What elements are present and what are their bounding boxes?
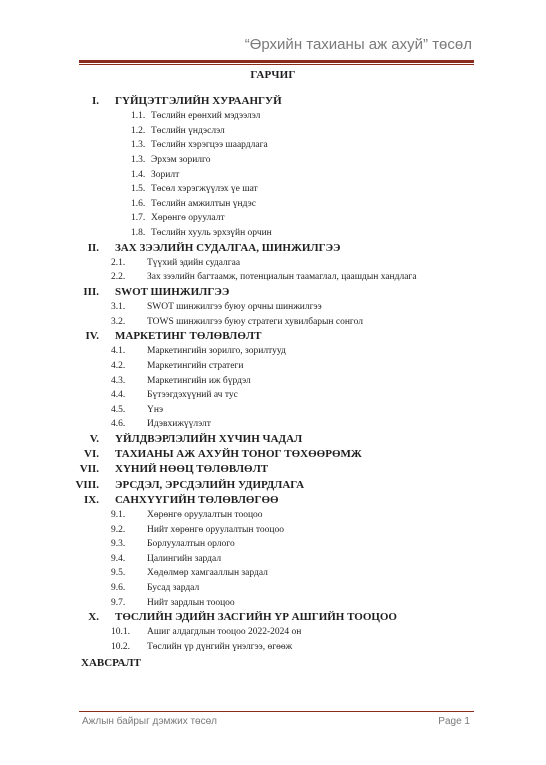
toc-subsection-number: 4.6. — [111, 419, 126, 430]
toc-subsection-title: Төсөл хэрэгжүүлэх үе шат — [151, 184, 258, 195]
toc-subsection-entry[interactable] — [0, 374, 546, 389]
toc-subsection-entry[interactable] — [0, 388, 546, 403]
toc-subsection-entry[interactable] — [0, 182, 546, 197]
toc-subsection-number: 9.4. — [111, 553, 126, 564]
toc-subsection-entry[interactable] — [0, 417, 546, 432]
toc-subsection-number: 1.6. — [131, 198, 146, 209]
toc-subsection-number: 1.1. — [131, 111, 146, 122]
toc-section-number: X. — [88, 611, 99, 624]
toc-subsection-title: Эрхэм зорилго — [151, 154, 211, 165]
toc-section-entry[interactable] — [0, 94, 546, 109]
toc-section-title: ЗАХ ЗЭЭЛИЙН СУДАЛГАА, ШИНЖИЛГЭЭ — [115, 241, 341, 254]
header-rule — [79, 60, 474, 63]
toc-subsection-number: 9.1. — [111, 509, 126, 520]
toc-subsection-title: Зах зээлийн багтаамж, потенциалын таамаглал, цаашдын хандлага — [147, 272, 417, 283]
toc-subsection-number: 1.3. — [131, 154, 146, 165]
toc-subsection-number: 1.2. — [131, 125, 146, 136]
toc-subsection-number: 9.5. — [111, 568, 126, 579]
toc-section-title: ҮЙЛДВЭРЛЭЛИЙН ХҮЧИН ЧАДАЛ — [115, 433, 303, 446]
toc-subsection-title: Маркетингийн стратеги — [147, 361, 244, 372]
toc-section-number: IV. — [85, 330, 99, 343]
toc-subsection-number: 9.7. — [111, 597, 126, 608]
toc-section-number: V. — [89, 433, 99, 446]
toc-subsection-title: Маркетингийн зорилго, зорилтууд — [147, 346, 286, 357]
toc-subsection-title: Төслийн амжилтын үндэс — [151, 198, 256, 209]
toc-subsection-title: Төслийн хэрэгцээ шаардлага — [151, 140, 268, 151]
toc-subsection-entry[interactable] — [0, 315, 546, 330]
toc-subsection-entry[interactable] — [0, 226, 546, 241]
toc-subsection-entry[interactable] — [0, 168, 546, 183]
toc-subsection-entry[interactable] — [0, 640, 546, 655]
toc-subsection-entry[interactable] — [0, 552, 546, 567]
toc-subsection-number: 4.4. — [111, 390, 126, 401]
toc-subsection-entry[interactable] — [0, 124, 546, 139]
toc-subsection-entry[interactable] — [0, 403, 546, 418]
toc-subsection-number: 9.6. — [111, 582, 126, 593]
toc-subsection-entry[interactable] — [0, 596, 546, 611]
footer-rule — [79, 711, 474, 712]
toc-subsection-number: 9.2. — [111, 524, 126, 535]
toc-subsection-title: Идэвхижүүлэлт — [147, 419, 211, 430]
toc-subsection-number: 9.3. — [111, 539, 126, 550]
toc-subsection-number: 4.1. — [111, 346, 126, 357]
toc-section-entry[interactable] — [0, 610, 546, 625]
toc-subsection-title: Зорилт — [151, 169, 180, 180]
toc-subsection-number: 10.1. — [111, 627, 130, 638]
toc-section-number: III. — [83, 285, 99, 298]
toc-section-entry[interactable] — [0, 432, 546, 447]
toc-subsection-title: SWOT шинжилгээ буюу орчны шинжилгээ — [147, 302, 322, 313]
toc-section-entry[interactable] — [0, 285, 546, 300]
toc-subsection-title: Борлуулалтын орлого — [147, 539, 235, 550]
toc-subsection-title: Төслийн үндэслэл — [151, 125, 225, 136]
toc-section-title: ТӨСЛИЙН ЭДИЙН ЗАСГИЙН ҮР АШГИЙН ТООЦОО — [115, 611, 397, 624]
toc-subsection-number: 10.2. — [111, 641, 130, 652]
toc-subsection-entry[interactable] — [0, 581, 546, 596]
toc-subsection-title: Үнэ — [147, 404, 164, 415]
toc-section-entry[interactable] — [0, 462, 546, 477]
toc-section-title: ХҮНИЙ НӨӨЦ ТӨЛӨВЛӨЛТ — [115, 463, 269, 476]
toc-subsection-entry[interactable] — [0, 344, 546, 359]
toc-section-entry[interactable] — [0, 447, 546, 462]
toc-section-title: ТАХИАНЫ АЖ АХУЙН ТОНОГ ТӨХӨӨРӨМЖ — [115, 448, 362, 461]
toc-subsection-number: 1.5. — [131, 184, 146, 195]
toc-subsection-title: Цалингийн зардал — [147, 553, 222, 564]
toc-subsection-title: Бусад зардал — [147, 582, 200, 593]
toc-subsection-title: Хөрөнгө оруулалтын тооцоо — [147, 509, 263, 520]
toc-subsection-number: 1.4. — [131, 169, 146, 180]
footer-left-text: Ажлын байрыг дэмжих төсөл — [82, 716, 218, 727]
toc-subsection-entry[interactable] — [0, 625, 546, 640]
toc-subsection-entry[interactable] — [0, 523, 546, 538]
toc-subsection-number: 1.3. — [131, 140, 146, 151]
toc-appendix-entry[interactable]: ХАВСРАЛТ — [81, 656, 141, 669]
toc-subsection-number: 2.2. — [111, 272, 126, 283]
toc-section-number: VIII. — [75, 478, 99, 491]
toc-subsection-number: 1.8. — [131, 227, 146, 238]
header-title: “Өрхийн тахианы аж ахуй” төсөл — [244, 36, 472, 53]
toc-section-entry[interactable] — [0, 329, 546, 344]
toc-section-entry[interactable] — [0, 493, 546, 508]
toc-subsection-number: 1.7. — [131, 213, 146, 224]
page-number: Page 1 — [438, 716, 470, 727]
toc-subsection-entry[interactable] — [0, 508, 546, 523]
toc-subsection-entry[interactable] — [0, 537, 546, 552]
toc-subsection-title: Хөдөлмөр хамгааллын зардал — [147, 568, 268, 579]
toc-subsection-title: Нийт зардлын тооцоо — [147, 597, 235, 608]
toc-subsection-entry[interactable] — [0, 197, 546, 212]
toc-subsection-title: Маркетингийн иж бүрдэл — [147, 375, 251, 386]
toc-subsection-entry[interactable] — [0, 138, 546, 153]
toc-section-title: МАРКЕТИНГ ТӨЛӨВЛӨЛТ — [115, 330, 262, 343]
toc-subsection-title: Ашиг алдагдлын тооцоо 2022-2024 он — [147, 627, 302, 638]
toc-section-entry[interactable] — [0, 241, 546, 256]
toc-subsection-title: Төслийн хууль эрхзүйн орчин — [151, 227, 272, 238]
toc-subsection-entry[interactable] — [0, 359, 546, 374]
header-rule-thin — [79, 64, 474, 65]
toc-subsection-title: Түүхий эдийн судалгаа — [147, 257, 241, 268]
toc-section-number: VII. — [79, 463, 99, 476]
toc-subsection-title: Төслийн үр дүнгийн үнэлгээ, өгөөж — [147, 641, 293, 652]
table-of-contents — [0, 94, 546, 671]
toc-subsection-number: 4.2. — [111, 361, 126, 372]
toc-subsection-entry[interactable] — [0, 153, 546, 168]
toc-subsection-number: 3.2. — [111, 316, 126, 327]
toc-subsection-entry[interactable] — [0, 256, 546, 271]
toc-section-entry[interactable] — [0, 478, 546, 493]
toc-subsection-number: 2.1. — [111, 257, 126, 268]
toc-subsection-entry[interactable] — [0, 566, 546, 581]
toc-section-number: IX. — [84, 493, 99, 506]
toc-title: ГАРЧИГ — [250, 69, 296, 81]
toc-subsection-entry[interactable] — [0, 300, 546, 315]
toc-section-title: ЭРСДЭЛ, ЭРСДЭЛИЙН УДИРДЛАГА — [115, 478, 305, 491]
toc-subsection-title: TOWS шинжилгээ буюу стратеги хувилбарын сонгол — [147, 316, 363, 327]
toc-section-title: ГҮЙЦЭТГЭЛИЙН ХУРААНГУЙ — [115, 95, 282, 107]
toc-subsection-number: 4.3. — [111, 375, 126, 386]
toc-section-number: II. — [87, 241, 99, 254]
toc-section-number: VI. — [84, 448, 99, 461]
toc-section-title: САНХҮҮГИЙН ТӨЛӨВЛӨГӨӨ — [115, 493, 279, 506]
toc-subsection-number: 3.1. — [111, 302, 126, 313]
toc-subsection-title: Нийт хөрөнгө оруулалтын тооцоо — [147, 524, 285, 535]
toc-subsection-title: Хөрөнгө оруулалт — [151, 213, 225, 224]
toc-subsection-number: 4.5. — [111, 404, 126, 415]
toc-section-title: SWOT ШИНЖИЛГЭЭ — [115, 285, 230, 298]
toc-section-number: I. — [91, 95, 99, 107]
toc-subsection-entry[interactable] — [0, 270, 546, 285]
toc-subsection-entry[interactable] — [0, 109, 546, 124]
toc-subsection-title: Бүтээгдэхүүний ач тус — [147, 390, 238, 401]
toc-subsection-entry[interactable] — [0, 211, 546, 226]
toc-subsection-title: Төслийн ерөнхий мэдээлэл — [151, 111, 261, 122]
